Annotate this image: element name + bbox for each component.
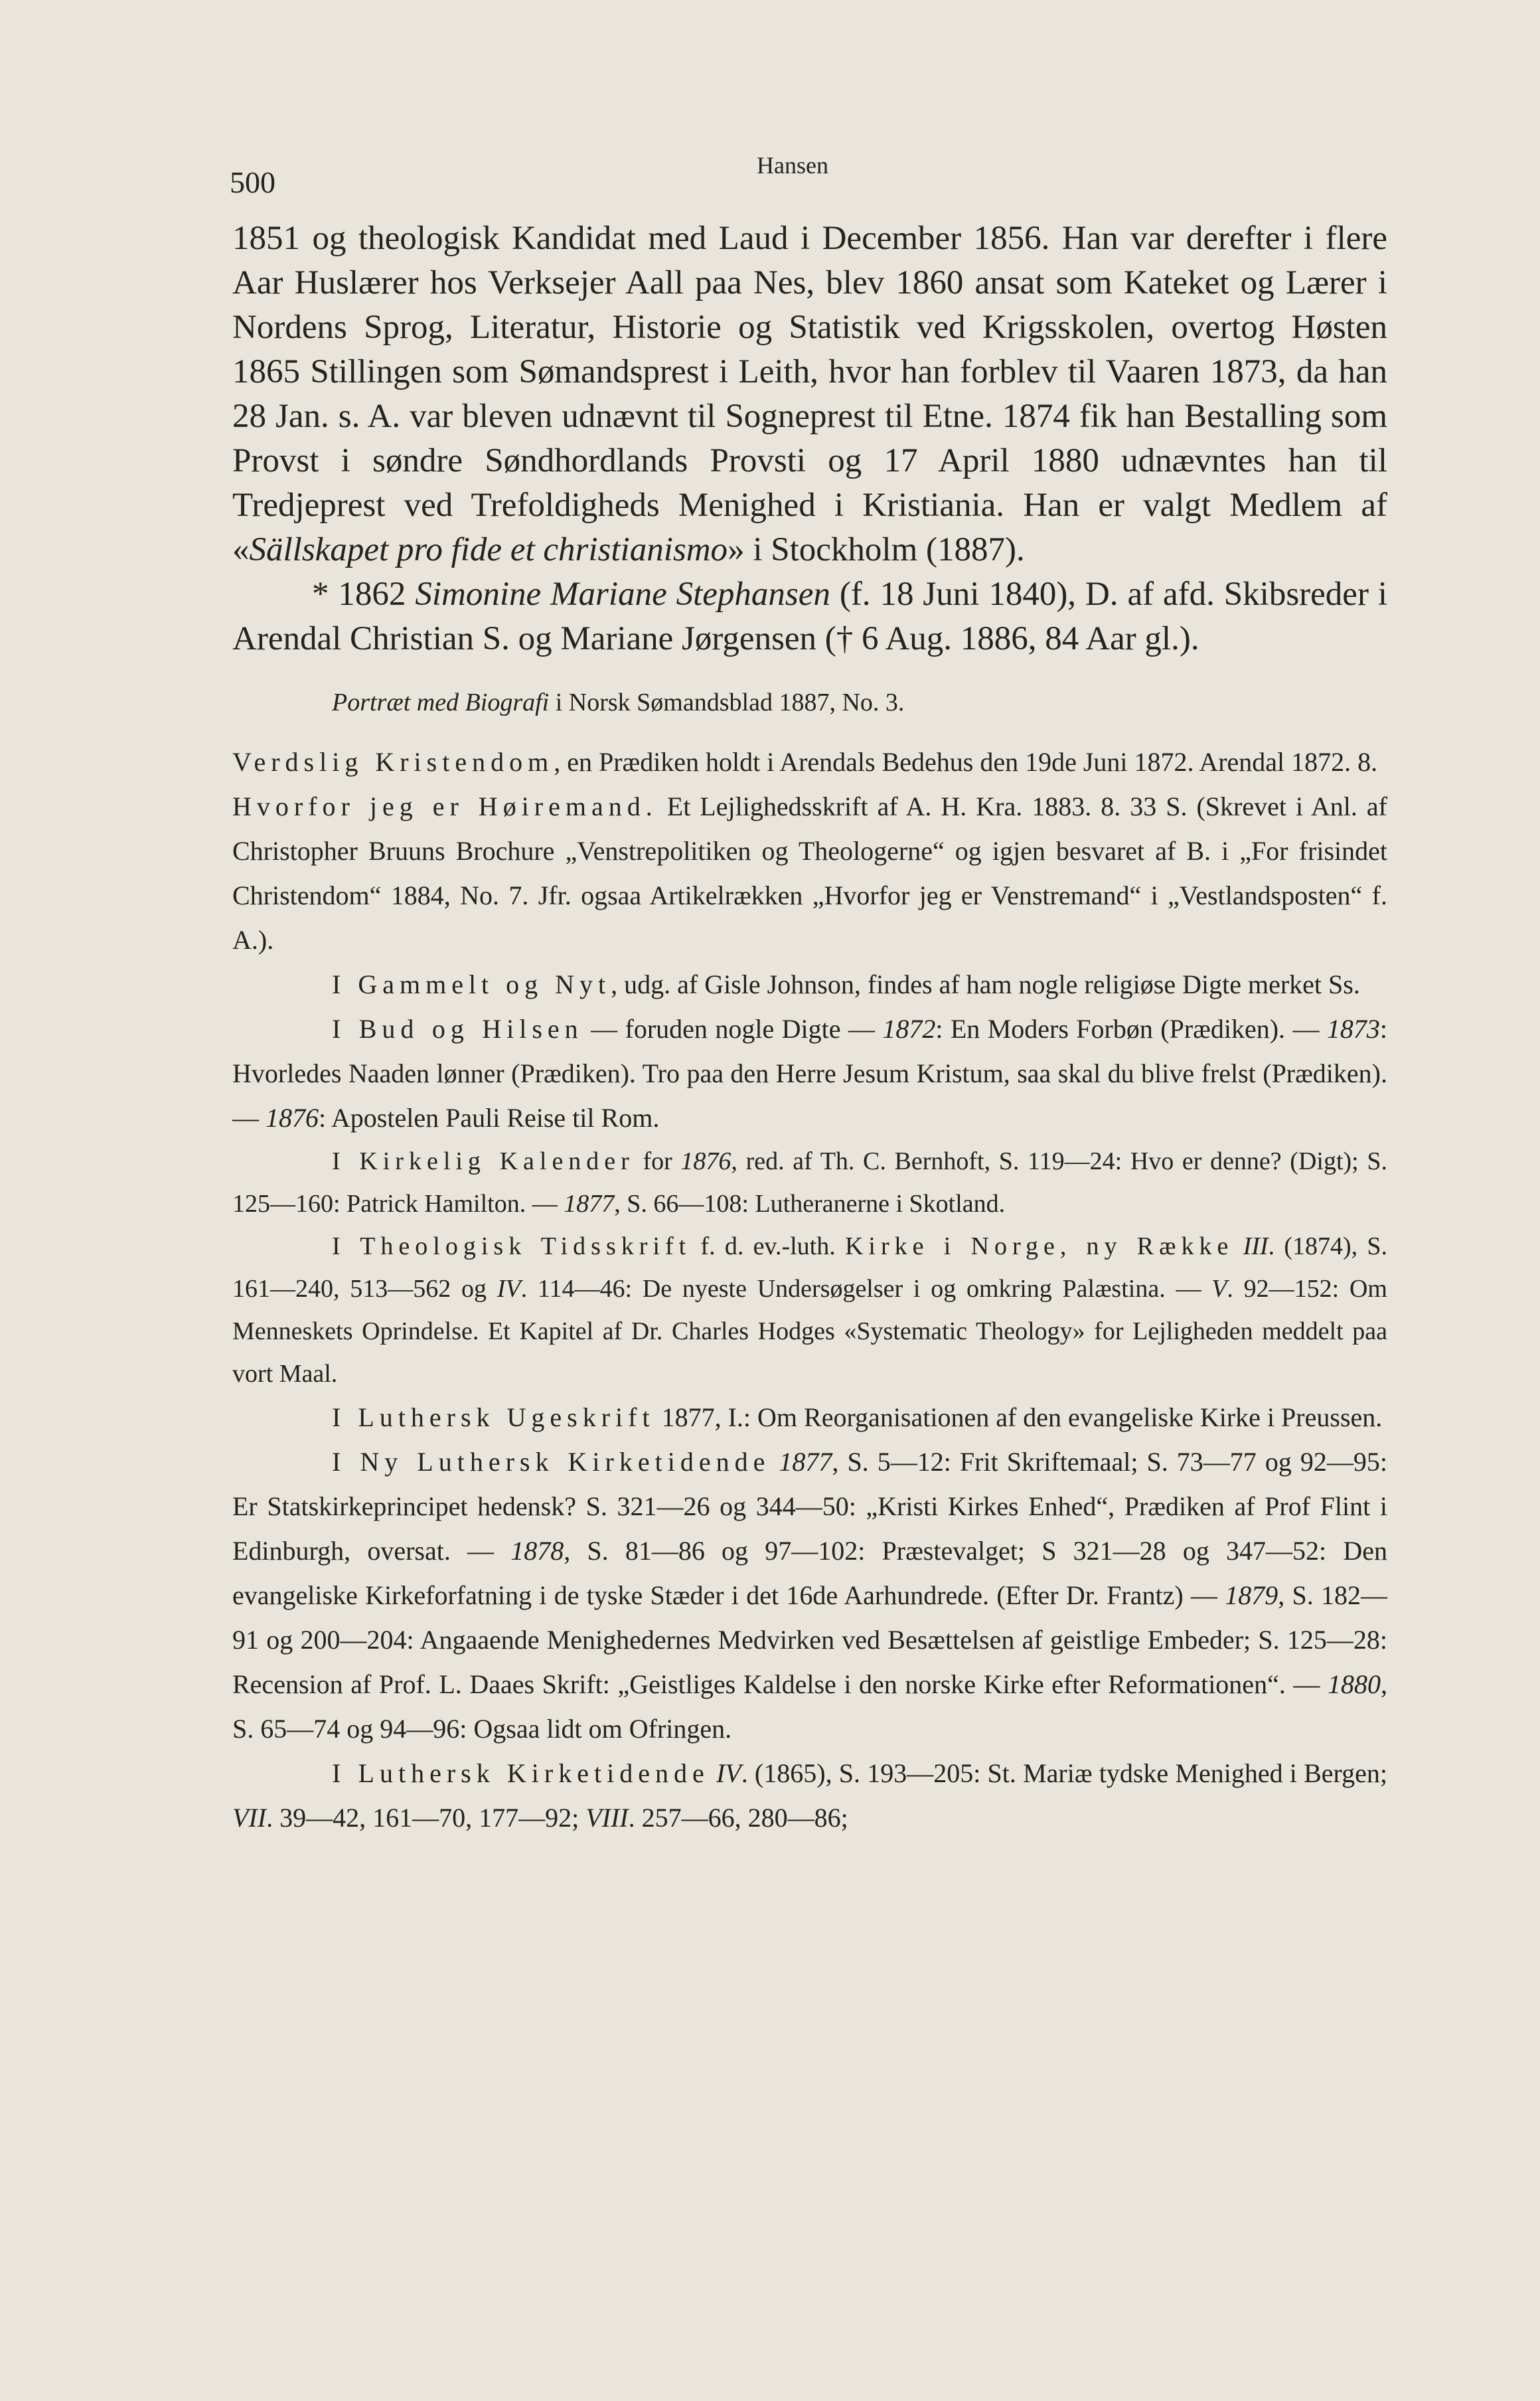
work-text: . 257—66, 280—86; [628,1803,848,1833]
work-year: 1873 [1326,1014,1380,1044]
work-title: I Theologisk Tidsskrift [332,1232,692,1260]
work-text: . 92—152: Om Menneskets Oprindelse. Et Kapitel af Dr. Charles Hodges «Systematic Theology» for Lejligheden meddelt paa vort Maal. [232,1275,1387,1388]
work-entry [232,962,1387,1007]
work-text: : En Moders Forbøn (Prædiken). — [935,1014,1327,1044]
work-volume: VII [232,1803,267,1833]
work-entry [232,1440,1387,1751]
work-text: , en Prædiken holdt i Arendals Bedehus den 19de Juni 1872. Arendal 1872. 8. [554,747,1378,777]
marriage-prefix: * 1862 [312,576,416,613]
work-entry [232,740,1387,784]
portrait-text: i Norsk Sømandsblad 1887, No. 3. [549,689,905,716]
work-text: f. d. ev.-luth. [691,1232,845,1260]
work-text: 1877, I.: Om Reorganisationen af den evangeliske Kirke i Preussen. [654,1402,1383,1432]
work-volume: III [1243,1232,1269,1260]
work-year: 1878 [510,1536,564,1566]
work-text: for [634,1147,681,1175]
work-text: — foruden nogle Digte — [583,1014,883,1044]
work-title: I Gammelt og Nyt [332,969,611,999]
work-year: 1876 [266,1103,319,1133]
biography-text: 1851 og theologisk Kandidat med Laud i December 1856. Han var derefter i flere Aar Huslærer hos Verksejer Aall paa Nes, blev 1860 ansat som Kateket og Lærer i Nordens Sprog, Literatur, Historie og Statistik ved Krigsskolen, overtog Høsten 1865 Stillingen som Sømandsprest i Leith, hvor han forblev til Vaaren 1873, da han 28 Jan. s. A. var bleven udnævnt til Sogneprest til Etne. 1874 fik han Bestalling som Provst i søndre Søndhordlands Provsti og 17 April 1880 udnævntes han til Tredjeprest ved Trefoldigheds Menighed i Kristiania. Han er valgt Medlem af « [232,220,1387,568]
work-year: 1877 [779,1447,832,1477]
work-text: . 39—42, 161—70, 177—92; [266,1803,586,1833]
work-title: I Bud og Hilsen [332,1014,583,1044]
work-text: . 114—46: De nyeste Undersøgelser i og omkring Palæstina. — [520,1275,1212,1303]
marriage-paragraph [232,572,1387,661]
work-text: : Hvorledes Naaden lønner (Prædiken). Tro paa den Herre Jesum Kristum, saa skal du blive frelst (Prædiken). — [232,1014,1387,1133]
spouse-name: Simonine Mariane Stephansen [415,576,830,613]
work-entry [232,1140,1387,1225]
work-year: 1877 [564,1190,615,1218]
work-title: I Ny Luthersk Kirketidende [332,1447,771,1477]
work-text: , red. af Th. C. Bernhoft, S. 119—24: Hvo er denne? (Digt); S. 125—160: Patrick Hamilton. — [232,1147,1387,1218]
work-text: , S. 182—91 og 200—204: Angaaende Menighedernes Medvirken ved Besættelsen af geistlige Embeder; S. 125—28: Recension af Prof. L. Daaes Skrift: „Geistliges Kaldelse i den norske Kirke efter Reformationen“. — [232,1580,1388,1699]
work-text: , udg. af Gisle Johnson, findes af ham nogle religiøse Digte merket Ss. [611,969,1360,999]
portrait-label: Portræt med Biografi [332,689,550,716]
work-title: I Kirkelig Kalender [332,1147,635,1175]
work-year: 1872 [882,1014,936,1044]
work-volume: VIII [585,1803,629,1833]
work-entry [232,1225,1387,1395]
biography-paragraph [232,216,1387,572]
page-number: 500 [230,165,275,199]
work-text: . (1874), S. 161—240, 513—562 og [232,1232,1388,1303]
work-text: , S. 5—12: Frit Skriftemaal; S. 73—77 og 92—95: Er Statskirkeprincipet hedensk? S. 321—26 og 344—50: „Kristi Kirkes Enhed“, Prædiken af Prof Flint i Edinburgh, oversat. — [232,1447,1387,1566]
work-title: Verdslig Kristendom [232,747,554,777]
page-body [232,216,1387,1840]
work-text: Et Lejlighedsskrift af A. H. Kra. 1883. 8. 33 S. (Skrevet i Anl. af Christopher Bruuns Brochure „Venstrepolitiken og Theologerne“ og igjen besvaret af B. i „For frisindet Christendom“ 1884, No. 7. Jfr. ogsaa Artikelrækken „Hvorfor jeg er Venstremand“ i „Vestlandsposten“ f. A.). [232,791,1387,955]
work-text: , S. 66—108: Lutheranerne i Skotland. [614,1190,1006,1218]
work-text: , S. 65—74 og 94—96: Ogsaa lidt om Ofringen. [232,1669,1387,1744]
work-text: . (1865), S. 193—205: St. Mariæ tydske Menighed i Bergen; [741,1758,1387,1788]
running-head: Hansen [757,152,828,179]
work-title: Kirke i Norge, ny Række [844,1232,1234,1260]
work-entry [232,784,1387,962]
page-header [0,151,1540,205]
work-text: , S. 81—86 og 97—102: Præstevalget; S 321—28 og 347—52: Den evangeliske Kirkeforfatning i de tyske Stæder i det 16de Aarhundrede. (Efter Dr. Frantz) — [232,1536,1387,1610]
biography-text-end: » i Stockholm (1887). [728,531,1025,568]
work-volume: IV [497,1275,521,1303]
work-year: 1876 [680,1147,732,1175]
work-entry [232,1751,1387,1840]
portrait-reference [332,685,1387,720]
work-year: 1879 [1225,1580,1278,1610]
work-title: I Luthersk Ugeskrift [332,1402,655,1432]
work-title: Hvorfor jeg er Høiremand. [232,791,658,821]
work-volume: IV [716,1758,741,1788]
work-volume: V [1211,1275,1227,1303]
work-text: : Apostelen Pauli Reise til Rom. [319,1103,660,1133]
work-title: I Luthersk Kirketidende [332,1758,710,1788]
work-entry [232,1007,1387,1140]
work-year: 1880 [1328,1669,1381,1699]
work-entry [232,1395,1387,1440]
marriage-text: (f. 18 Juni 1840), D. af afd. Skibsreder i Arendal Christian S. og Mariane Jørgensen († 6 Aug. 1886, 84 Aar gl.). [232,576,1388,657]
society-name: Sällskapet pro fide et christianismo [249,531,728,568]
